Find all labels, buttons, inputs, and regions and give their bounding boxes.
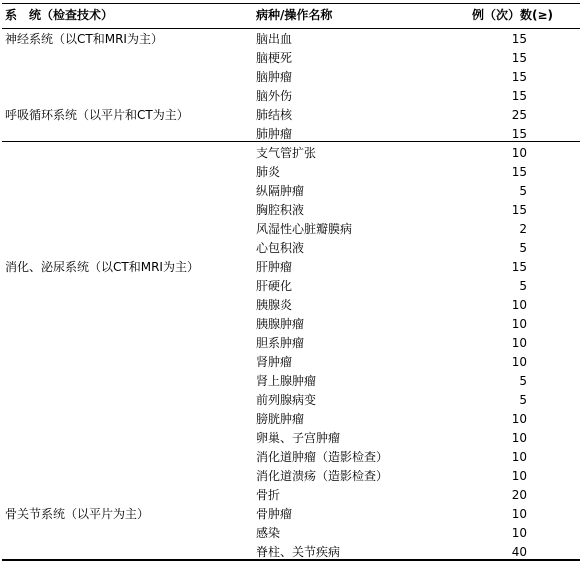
table-row-count: 5: [519, 279, 527, 293]
table-row-count: 10: [511, 431, 527, 445]
table-row-count: 10: [511, 355, 527, 369]
table-row-count: 15: [511, 51, 527, 65]
table-row-count: 15: [511, 127, 527, 141]
table-row-disease: 脑出血: [256, 32, 293, 46]
table-row-disease: 纵隔肿瘤: [256, 184, 305, 198]
table-row-disease: 卵巢、子宫肿瘤: [256, 431, 341, 445]
table-row-disease: 胰腺炎: [256, 298, 293, 312]
table-row-disease: 脑梗死: [256, 51, 293, 65]
table-row-disease: 风湿性心脏瓣膜病: [256, 222, 353, 236]
table-row-count: 15: [511, 165, 527, 179]
table-row-count: 15: [511, 32, 527, 46]
table-row-count: 5: [519, 374, 527, 388]
table-row-count: 10: [511, 526, 527, 540]
table-row-disease: 肺肿瘤: [256, 127, 293, 141]
table-row-disease: 心包积液: [256, 241, 305, 255]
table-row-disease: 消化道肿瘤（造影检查）: [256, 450, 389, 464]
table-row-disease: 胰腺肿瘤: [256, 317, 305, 331]
header-disease: 病种/操作名称: [256, 8, 333, 22]
table-row-count: 15: [511, 203, 527, 217]
table-row-disease: 膀胱肿瘤: [256, 412, 305, 426]
table-row-disease: 脑外伤: [256, 89, 293, 103]
table-row-count: 15: [511, 70, 527, 84]
table-row-disease: 骨折: [256, 488, 281, 502]
table-row-system: 骨关节系统（以平片为主）: [5, 507, 150, 521]
table-row-count: 15: [511, 89, 527, 103]
table-row-count: 10: [511, 507, 527, 521]
table-row-disease: 胆系肿瘤: [256, 336, 305, 350]
table-top-rule: [2, 3, 580, 4]
table-row-disease: 肝硬化: [256, 279, 293, 293]
table-row-count: 5: [519, 184, 527, 198]
header-count: 例（次）数(≥): [472, 8, 554, 22]
table-row-count: 10: [511, 146, 527, 160]
table-row-disease: 脊柱、关节疾病: [256, 545, 341, 559]
table-row-disease: 骨肿瘤: [256, 507, 293, 521]
table-row-count: 2: [519, 222, 527, 236]
table-row-disease: 感染: [256, 526, 281, 540]
table-row-disease: 肾肿瘤: [256, 355, 293, 369]
table-row-disease: 肝肿瘤: [256, 260, 293, 274]
table-row-count: 15: [511, 260, 527, 274]
table-row-count: 10: [511, 412, 527, 426]
table-row-disease: 肾上腺肿瘤: [256, 374, 317, 388]
table-header-rule: [2, 28, 580, 29]
table-row-count: 25: [511, 108, 527, 122]
table-row-count: 10: [511, 336, 527, 350]
table-row-count: 10: [511, 298, 527, 312]
table-row-disease: 前列腺病变: [256, 393, 317, 407]
table-row-disease: 胸腔积液: [256, 203, 305, 217]
table-row-disease: 肺结核: [256, 108, 293, 122]
table-row-count: 5: [519, 241, 527, 255]
table-row-count: 5: [519, 393, 527, 407]
table-row-disease: 脑肿瘤: [256, 70, 293, 84]
table-row-disease: 消化道溃疡（造影检查）: [256, 469, 389, 483]
table-row-count: 40: [511, 545, 527, 559]
table-row-disease: 肺炎: [256, 165, 281, 179]
table-row-count: 10: [511, 317, 527, 331]
table-row-count: 10: [511, 450, 527, 464]
header-system: 系 统（检查技术）: [5, 8, 114, 22]
table-row-count: 10: [511, 469, 527, 483]
table-row-count: 20: [511, 488, 527, 502]
table-row-system: 消化、泌尿系统（以CT和MRI为主）: [5, 260, 199, 274]
table-row-system: 呼吸循环系统（以平片和CT为主）: [5, 108, 189, 122]
table-row-system: 神经系统（以CT和MRI为主）: [5, 32, 163, 46]
table-row-disease: 支气管扩张: [256, 146, 317, 160]
